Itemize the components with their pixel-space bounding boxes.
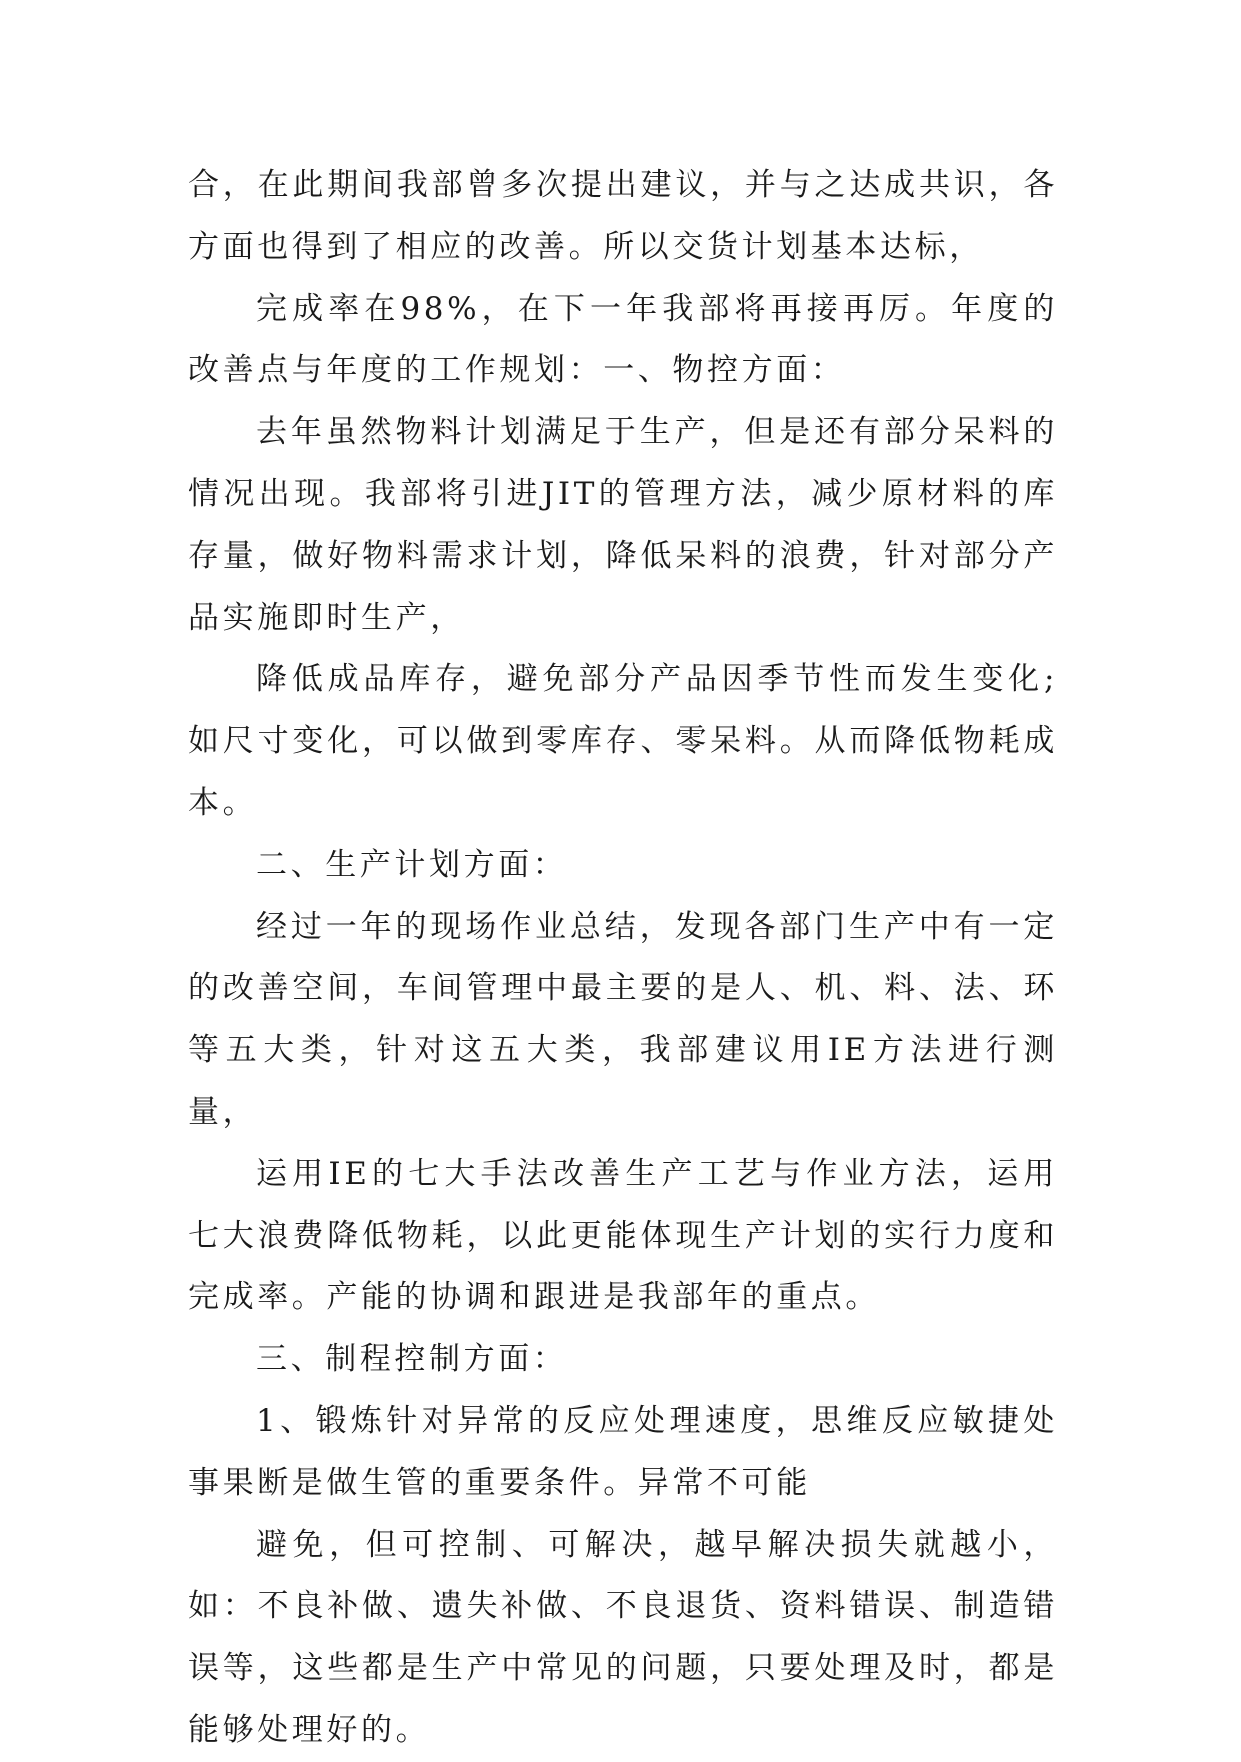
paragraph-4: 降低成品库存，避免部分产品因季节性而发生变化;如尺寸变化，可以做到零库存、零呆料。从而降低物耗成本。 [188,661,1058,821]
paragraph-2: 完成率在98%，在下一年我部将再接再厉。年度的改善点与年度的工作规划：一、物控方面： [188,290,1058,389]
paragraph-1: 合，在此期间我部曾多次提出建议，并与之达成共识，各方面也得到了相应的改善。所以交货计划基本达标， [188,167,1058,265]
document-page [188,155,1058,1762]
paragraph-10: 避免，但可控制、可解决，越早解决损失就越小，如：不良补做、遗失补做、不良退货、资料错误、制造错误等，这些都是生产中常见的问题，只要处理及时，都是能够处理好的。 [188,1526,1058,1748]
paragraph-9: 1、锻炼针对异常的反应处理速度，思维反应敏捷处事果断是做生管的重要条件。异常不可能 [188,1402,1058,1501]
paragraph-7: 运用IE的七大手法改善生产工艺与作业方法，运用七大浪费降低物耗，以此更能体现生产计划的实行力度和完成率。产能的协调和跟进是我部年的重点。 [188,1155,1058,1316]
paragraph-3: 去年虽然物料计划满足于生产，但是还有部分呆料的情况出现。我部将引进JIT的管理方法，减少原材料的库存量，做好物料需求计划，降低呆料的浪费，针对部分产品实施即时生产， [188,414,1058,636]
paragraph-6: 经过一年的现场作业总结，发现各部门生产中有一定的改善空间，车间管理中最主要的是人、机、料、法、环等五大类，针对这五大类，我部建议用IE方法进行测量， [188,908,1058,1130]
section-heading-process-control: 三、制程控制方面： [256,1341,568,1378]
section-heading-production-plan: 二、生产计划方面： [256,846,568,883]
